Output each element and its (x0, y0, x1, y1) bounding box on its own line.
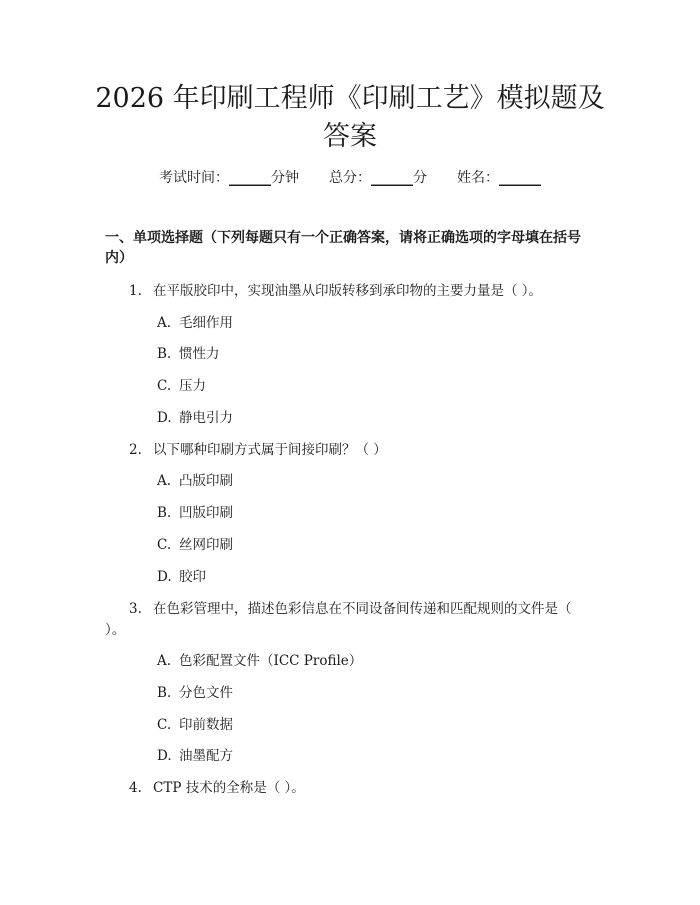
option-letter: D. (157, 569, 172, 585)
option-letter: B. (157, 685, 172, 701)
option-letter: A. (157, 315, 172, 331)
question-1 (105, 281, 595, 302)
question-3-option-b (157, 683, 233, 703)
exam-time-blank: ______ (229, 170, 271, 186)
option-letter: B. (157, 346, 172, 362)
question-text: 在色彩管理中，描述色彩信息在不同设备间传递和匹配规则的文件是（ ）。 (105, 601, 572, 638)
option-letter: C. (157, 378, 172, 394)
question-number: 1. (129, 283, 142, 299)
question-3-option-a (157, 651, 362, 671)
total-score-label: 总分： (329, 170, 371, 186)
question-3 (105, 599, 595, 641)
option-text: 凹版印刷 (179, 505, 233, 521)
option-letter: B. (157, 505, 172, 521)
total-score-unit: 分 (413, 170, 427, 186)
option-letter: A. (157, 473, 172, 489)
option-text: 凸版印刷 (179, 473, 233, 489)
question-text: 以下哪种印刷方式属于间接印刷？（ ） (153, 442, 387, 458)
exam-time-unit: 分钟 (271, 170, 299, 186)
question-3-option-d (157, 746, 233, 766)
option-text: 压力 (179, 378, 206, 394)
question-number: 4. (129, 780, 142, 796)
question-number: 3. (129, 601, 142, 617)
option-text: 胶印 (179, 569, 206, 585)
question-4 (105, 778, 595, 799)
name-label: 姓名： (457, 170, 499, 186)
total-score-blank: ______ (371, 170, 413, 186)
option-text: 毛细作用 (179, 315, 233, 331)
question-text: 在平版胶印中，实现油墨从印版转移到承印物的主要力量是（ ）。 (153, 283, 543, 299)
option-text: 分色文件 (179, 685, 233, 701)
section-heading: 一、单项选择题（下列每题只有一个正确答案，请将正确选项的字母填在括号内） (105, 230, 581, 266)
question-2 (105, 440, 595, 461)
question-1-option-a (157, 313, 233, 333)
question-number: 2. (129, 442, 142, 458)
name-blank: ______ (499, 170, 541, 186)
option-letter: A. (157, 653, 172, 669)
question-text: CTP 技术的全称是（ ）。 (153, 780, 305, 796)
name-field (457, 168, 541, 188)
question-1-option-c (157, 376, 206, 396)
question-3-option-c (157, 715, 233, 735)
question-1-option-b (157, 344, 220, 364)
question-2-option-d (157, 567, 206, 587)
exam-time-label: 考试时间： (159, 170, 229, 186)
option-letter: D. (157, 410, 172, 426)
option-text: 印前数据 (179, 717, 233, 733)
option-text: 油墨配方 (179, 748, 233, 764)
page-title: 2026 年印刷工程师《印刷工艺》模拟题及答案 (95, 83, 605, 152)
option-letter: C. (157, 717, 172, 733)
exam-info-line (0, 168, 700, 188)
question-2-option-b (157, 503, 233, 523)
total-score-field (329, 168, 427, 188)
option-letter: C. (157, 537, 172, 553)
option-text: 色彩配置文件（ICC Profile） (179, 653, 363, 669)
option-text: 静电引力 (179, 410, 233, 426)
option-text: 丝网印刷 (179, 537, 233, 553)
question-2-option-c (157, 535, 233, 555)
question-1-option-d (157, 408, 233, 428)
option-letter: D. (157, 748, 172, 764)
question-2-option-a (157, 471, 233, 491)
option-text: 惯性力 (179, 346, 220, 362)
exam-time-field (159, 168, 299, 188)
